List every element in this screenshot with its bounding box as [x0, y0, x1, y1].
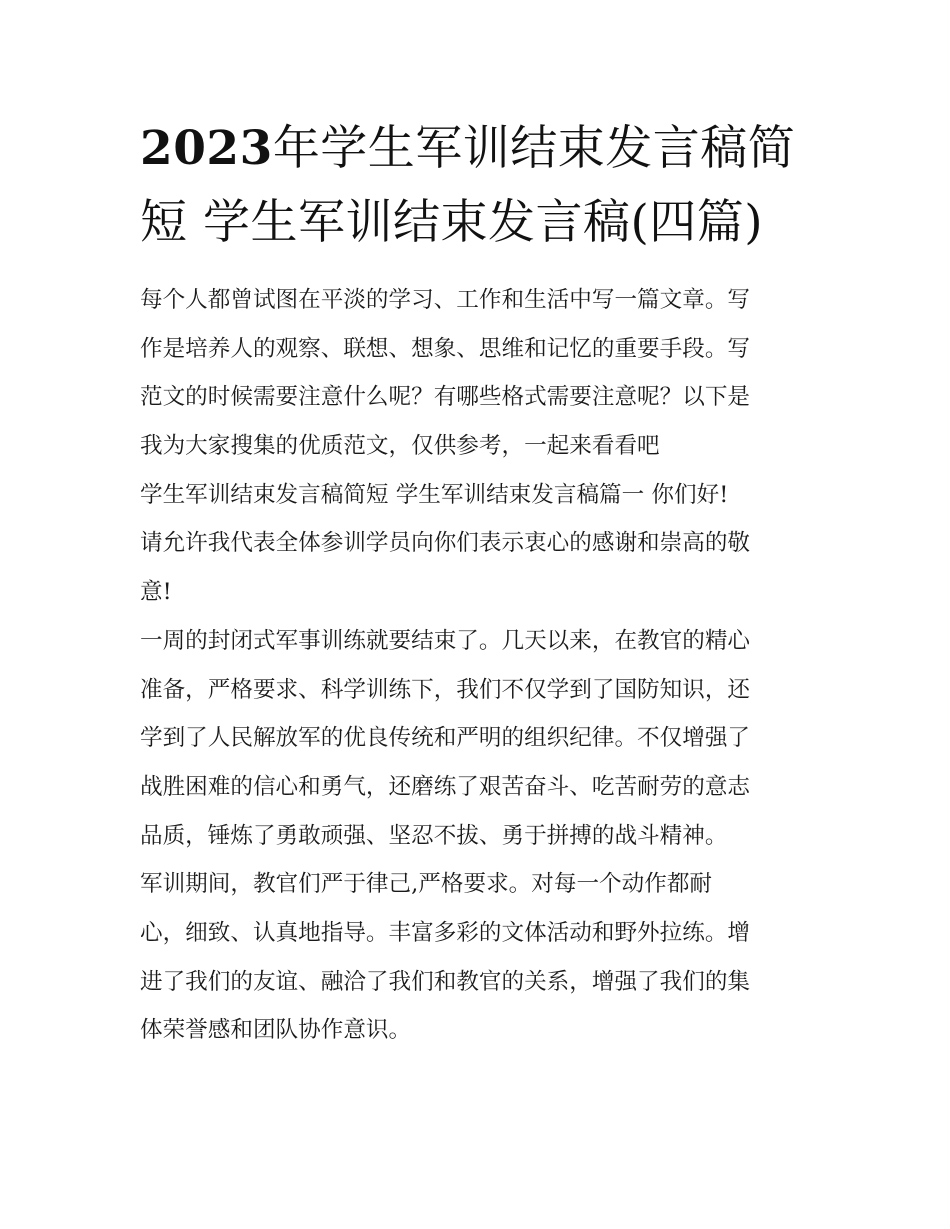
title-line2: 短 学生军训结束发言稿(四篇) — [140, 195, 764, 250]
title-line1-rest: 年学生军训结束发言稿简 — [272, 121, 796, 176]
text-line: 作是培养人的观察、联想、想象、思维和记忆的重要手段。写 — [140, 335, 751, 362]
page-title — [140, 112, 820, 260]
text-line: 范文的时候需要注意什么呢？有哪些格式需要注意呢？以下是 — [140, 384, 751, 411]
text-line: 准备，严格要求、科学训练下，我们不仅学到了国防知识，还 — [140, 676, 751, 703]
text-line: 学生军训结束发言稿简短 学生军训结束发言稿篇一 你们好! — [140, 481, 729, 508]
text-line: 军训期间，教官们严于律己,严格要求。对每一个动作都耐 — [140, 871, 713, 898]
text-line: 每个人都曾试图在平淡的学习、工作和生活中写一篇文章。写 — [140, 287, 751, 313]
title-year: 2023 — [140, 121, 273, 176]
text-line: 进了我们的友谊、融洽了我们和教官的关系，增强了我们的集 — [140, 968, 751, 995]
text-line: 意! — [140, 579, 172, 606]
body-text — [140, 276, 820, 1055]
text-line: 我为大家搜集的优质范文，仅供参考，一起来看看吧 — [140, 433, 660, 460]
text-line: 学到了人民解放军的优良传统和严明的组织纪律。不仅增强了 — [140, 725, 751, 752]
text-line: 战胜困难的信心和勇气，还磨练了艰苦奋斗、吃苦耐劳的意志 — [140, 773, 751, 800]
text-line: 一周的封闭式军事训练就要结束了。几天以来，在教官的精心 — [140, 627, 751, 654]
text-line: 心，细致、认真地指导。丰富多彩的文体活动和野外拉练。增 — [140, 919, 751, 946]
text-line: 体荣誉感和团队协作意识。 — [140, 1017, 412, 1044]
text-line: 请允许我代表全体参训学员向你们表示衷心的感谢和崇高的敬 — [140, 530, 751, 557]
text-line: 品质，锤炼了勇敢顽强、坚忍不拔、勇于拼搏的战斗精神。 — [140, 822, 728, 849]
